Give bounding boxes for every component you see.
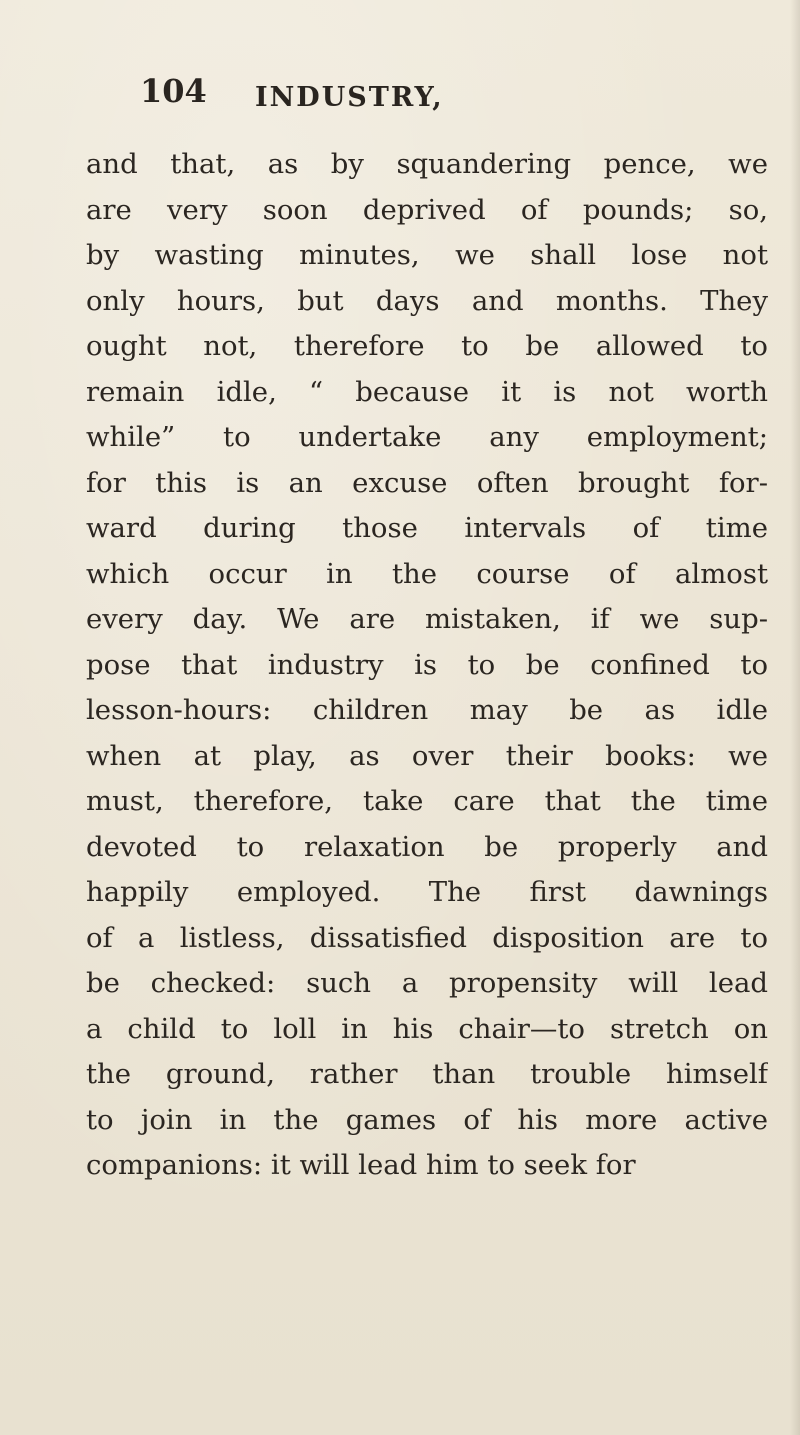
text-line: by wasting minutes, we shall lose not xyxy=(86,239,768,271)
text-line: and that, as by squandering pence, we xyxy=(86,148,768,180)
text-line: must, therefore, take care that the time xyxy=(86,785,768,817)
text-line: the ground, rather than trouble himself xyxy=(86,1058,768,1090)
text-line: to join in the games of his more active xyxy=(86,1103,768,1136)
page-number: 104 xyxy=(140,72,207,110)
running-head: INDUSTRY, xyxy=(255,82,444,113)
page-edge-shadow xyxy=(790,0,800,1435)
text-line: pose that industry is to be confined to xyxy=(86,648,768,681)
text-line: companions: it will lead him to seek for xyxy=(86,1149,636,1181)
text-line: are very soon deprived of pounds; so, xyxy=(86,193,768,226)
text-line: happily employed. The first dawnings xyxy=(86,876,768,908)
text-line: lesson-hours: children may be as idle xyxy=(86,694,768,726)
text-line: remain idle, “ because it is not worth xyxy=(86,375,768,408)
text-line: of a listless, dissatisfied disposition are to xyxy=(86,921,768,954)
text-line: only hours, but days and months. They xyxy=(86,284,768,317)
text-line: when at play, as over their books: we xyxy=(86,739,768,772)
text-line: ward during those intervals of time xyxy=(86,512,768,544)
text-line: for this is an excuse often brought for- xyxy=(86,466,768,499)
text-line: while” to undertake any employment; xyxy=(86,421,768,453)
text-line: be checked: such a propensity will lead xyxy=(86,967,768,999)
text-line: devoted to relaxation be properly and xyxy=(86,830,768,863)
text-line: which occur in the course of almost xyxy=(86,557,768,590)
body-text xyxy=(86,142,768,1189)
text-line: a child to loll in his chair—to stretch on xyxy=(86,1012,768,1045)
text-line: ought not, therefore to be allowed to xyxy=(86,330,768,362)
text-line: every day. We are mistaken, if we sup- xyxy=(86,603,768,635)
